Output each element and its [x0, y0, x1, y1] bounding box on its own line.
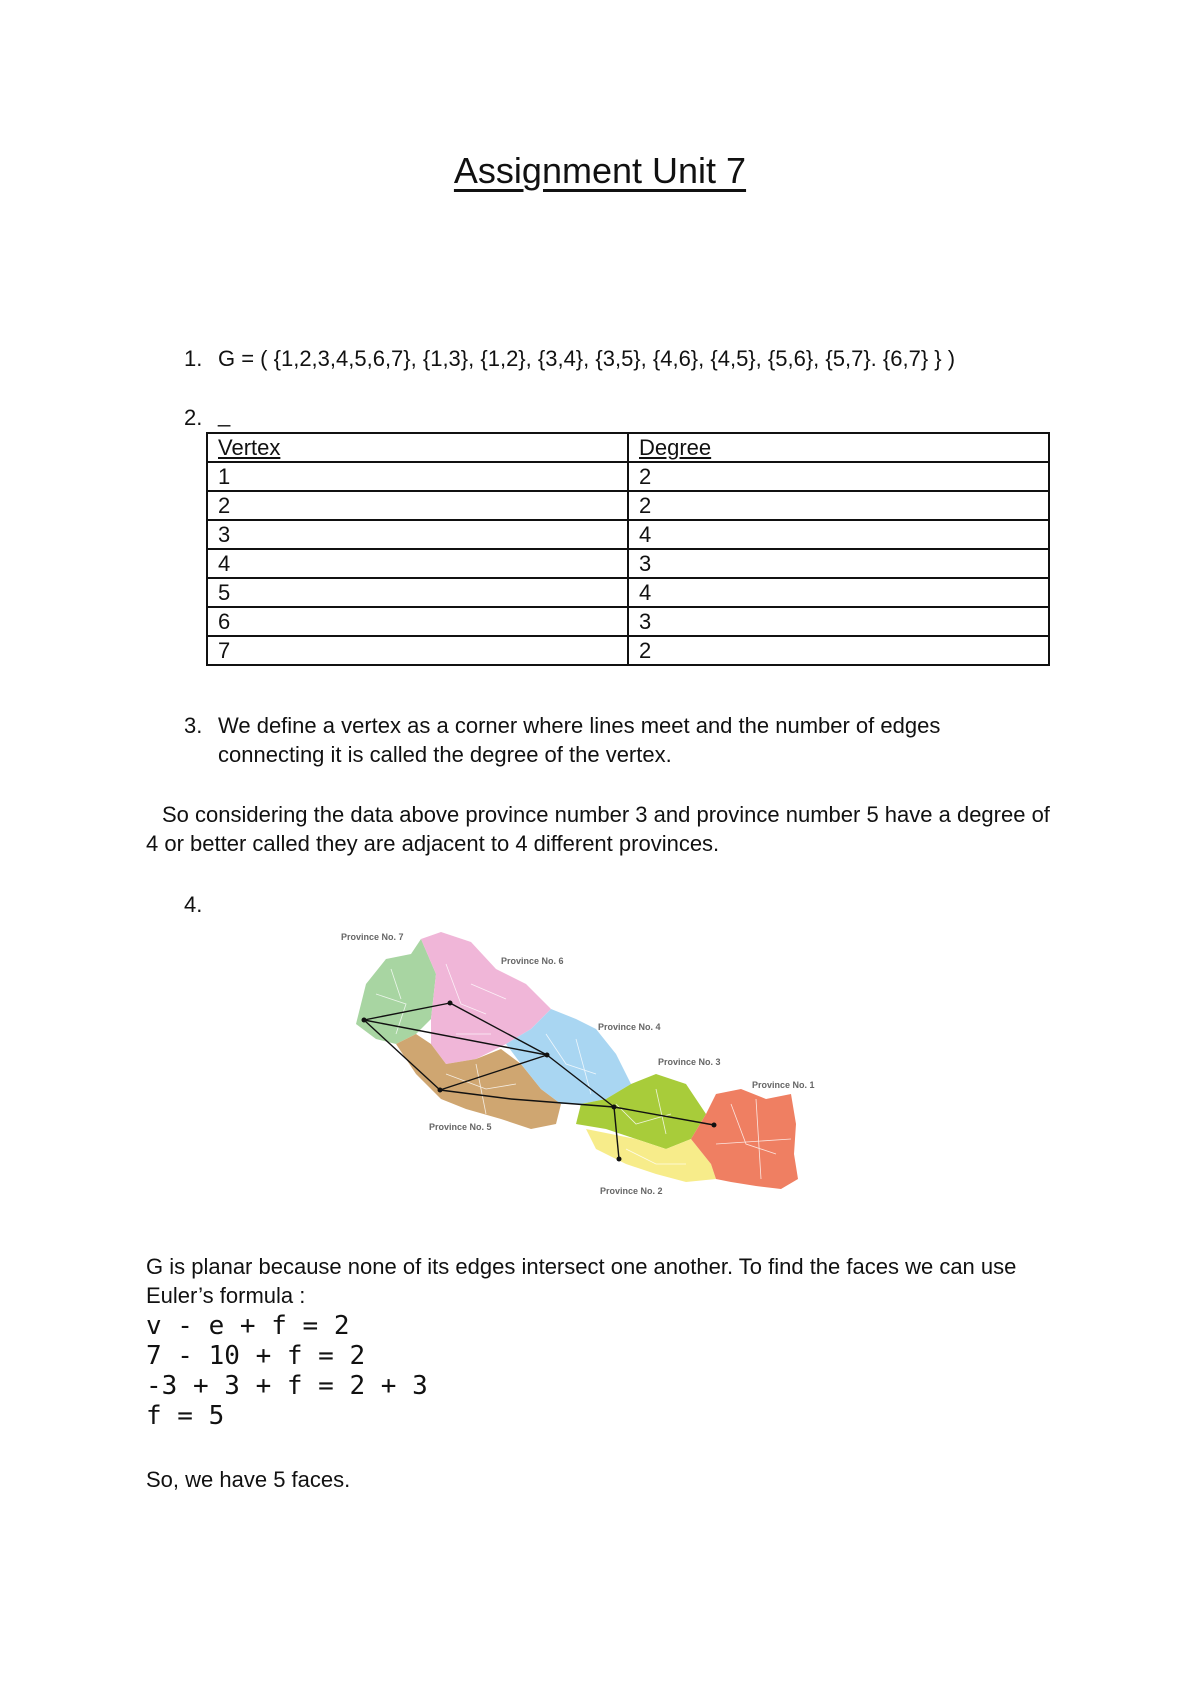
degree-table	[206, 432, 1050, 666]
table-row	[207, 578, 1049, 607]
vertex-7-dot	[362, 1018, 367, 1023]
item-2-marker: _	[218, 402, 231, 427]
item-1-number: 1.	[184, 346, 203, 371]
cell-vertex: 3	[207, 520, 628, 549]
cell-degree: 2	[628, 491, 1049, 520]
cell-vertex: 7	[207, 636, 628, 665]
item-4-number: 4.	[184, 892, 203, 917]
item-3-line-1: We define a vertex as a corner where lines meet and the number of edges	[218, 713, 941, 738]
cell-degree: 3	[628, 549, 1049, 578]
item-1-graph-definition: G = ( {1,2,3,4,5,6,7}, {1,3}, {1,2}, {3,4}, {3,5}, {4,6}, {4,5}, {5,6}, {5,7}. {6,7} } )	[218, 346, 956, 371]
vertex-4-dot	[545, 1053, 550, 1058]
header-degree: Degree	[628, 433, 1049, 462]
label-province-5: Province No. 5	[429, 1122, 492, 1132]
label-province-2: Province No. 2	[600, 1186, 663, 1196]
cell-degree: 2	[628, 636, 1049, 665]
cell-vertex: 4	[207, 549, 628, 578]
cell-degree: 4	[628, 520, 1049, 549]
header-vertex: Vertex	[207, 433, 628, 462]
conclusion-line-1: G is planar because none of its edges intersect one another. To find the faces we can use	[146, 1254, 1017, 1279]
nepal-province-map	[336, 924, 836, 1214]
page-title: Assignment Unit 7	[453, 150, 747, 191]
label-province-1: Province No. 1	[752, 1080, 815, 1090]
item-3-paragraph-line-1: So considering the data above province number 3 and province number 5 have a degree of	[162, 802, 1050, 827]
item-3-paragraph-line-2: 4 or better called they are adjacent to 4 different provinces.	[146, 831, 720, 856]
table-header-row	[207, 433, 1049, 462]
vertex-5-dot	[438, 1088, 443, 1093]
cell-degree: 3	[628, 607, 1049, 636]
cell-vertex: 2	[207, 491, 628, 520]
table-row	[207, 636, 1049, 665]
vertex-3-dot	[612, 1105, 617, 1110]
table-row	[207, 549, 1049, 578]
label-province-4: Province No. 4	[598, 1022, 661, 1032]
cell-vertex: 5	[207, 578, 628, 607]
label-province-3: Province No. 3	[658, 1057, 721, 1067]
vertex-6-dot	[448, 1001, 453, 1006]
equation-3: -3 + 3 + f = 2 + 3	[146, 1371, 428, 1401]
label-province-6: Province No. 6	[501, 956, 564, 966]
item-3-number: 3.	[184, 713, 203, 738]
item-3-line-2: connecting it is called the degree of the vertex.	[218, 742, 672, 767]
cell-degree: 4	[628, 578, 1049, 607]
vertex-2-dot	[617, 1157, 622, 1162]
equation-4: f = 5	[146, 1401, 225, 1431]
table-row	[207, 462, 1049, 491]
cell-vertex: 1	[207, 462, 628, 491]
table-row	[207, 520, 1049, 549]
table-row	[207, 491, 1049, 520]
final-statement: So, we have 5 faces.	[146, 1467, 351, 1492]
cell-vertex: 6	[207, 607, 628, 636]
conclusion-line-2: Euler’s formula :	[146, 1283, 306, 1308]
label-province-7: Province No. 7	[341, 932, 404, 942]
item-2-number: 2.	[184, 405, 203, 430]
equation-1: v - e + f = 2	[146, 1311, 350, 1341]
table-row	[207, 607, 1049, 636]
vertex-1-dot	[712, 1123, 717, 1128]
province-7-region	[356, 939, 436, 1044]
cell-degree: 2	[628, 462, 1049, 491]
province-regions	[356, 932, 798, 1189]
equation-2: 7 - 10 + f = 2	[146, 1341, 366, 1371]
